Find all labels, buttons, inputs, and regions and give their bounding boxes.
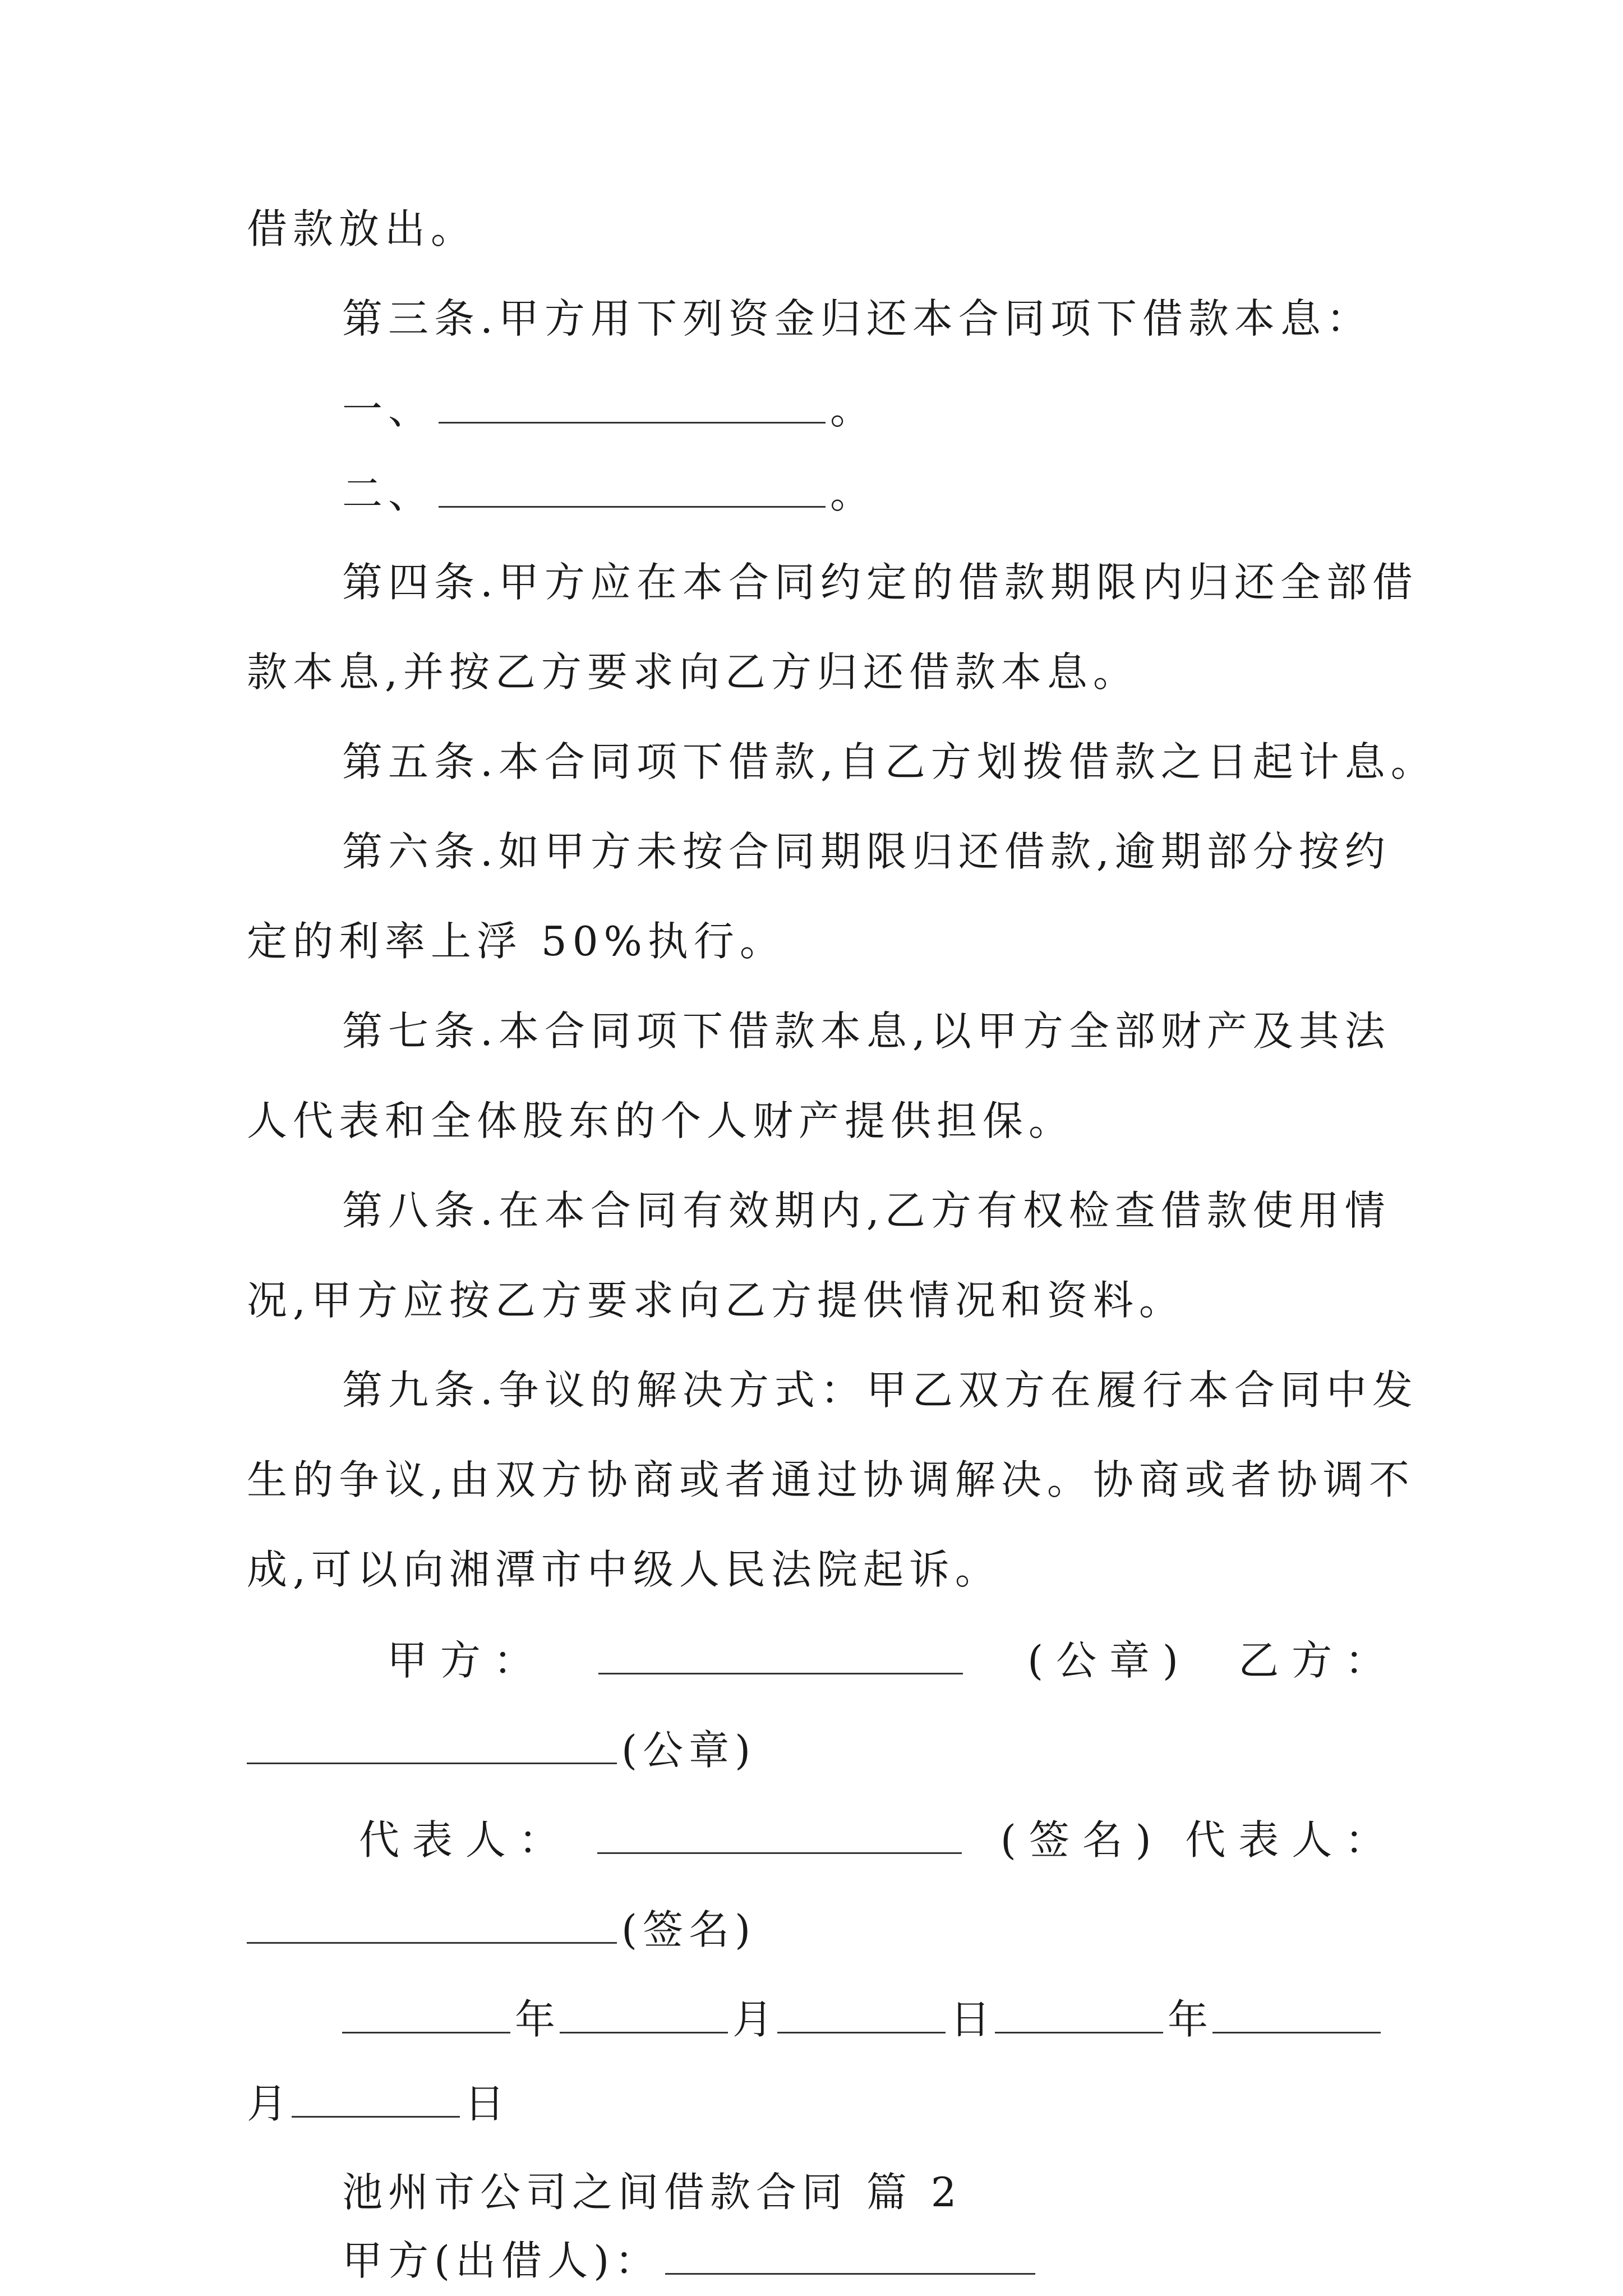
article-8-line-2: 况,甲方应按乙方要求向乙方提供情况和资料。 (247, 1277, 1185, 1324)
article-9-line-2: 生的争议,由双方协商或者通过协调解决。协商或者协调不 (247, 1456, 1415, 1503)
article-4-line-2: 款本息,并按乙方要求向乙方归还借款本息。 (247, 648, 1139, 696)
date-b-year: 年 (1168, 1996, 1209, 2043)
article-9-line-1: 第九条.争议的解决方式：甲乙双方在履行本合同中发 (342, 1366, 1418, 1414)
signature-rep-row (359, 1812, 1385, 1867)
date-a-year: 年 (515, 1996, 556, 2043)
date-b-day-blank (292, 2076, 460, 2118)
repayment-item-2 (342, 466, 1396, 521)
date-a-month: 月 (732, 1996, 773, 2043)
article-7-line-2: 人代表和全体股东的个人财产提供担保。 (247, 1097, 1075, 1144)
signature-party-row (387, 1632, 1385, 1687)
article-5: 第五条.本合同项下借款,自乙方划拨借款之日起计息。 (342, 738, 1437, 785)
item-2-suffix: 。 (830, 470, 877, 517)
date-b-month: 月 (247, 2080, 288, 2127)
rep-a-blank (597, 1812, 962, 1854)
party-b-label: 乙 方 ： (1238, 1637, 1385, 1684)
rep-b-blank (247, 1902, 617, 1944)
item-1-prefix: 一、 (342, 386, 435, 433)
party-a-blank (598, 1632, 963, 1674)
rep-a-label: 代 表 人 ： (359, 1816, 559, 1864)
paragraph-loan-release: 借款放出。 (247, 205, 477, 252)
lender-label: 甲方(出借人)： (342, 2237, 661, 2284)
article-3: 第三条.甲方用下列资金归还本合同项下借款本息： (342, 295, 1372, 342)
date-row-1 (342, 1991, 1396, 2046)
date-a-day: 日 (950, 1996, 991, 2043)
date-a-month-blank (560, 1991, 728, 2033)
party-b-seal: (公章) (621, 1727, 757, 1774)
rep-a-sign: ( 签 名 ) (1000, 1816, 1151, 1864)
lender-line (342, 2233, 1396, 2286)
party-a-label: 甲 方 ： (387, 1637, 534, 1684)
date-a-day-blank (777, 1991, 946, 2033)
rep-b-sign-line (247, 1902, 1391, 1957)
date-a-year-blank (342, 1991, 510, 2033)
article-6-line-2: 定的利率上浮 50%执行。 (247, 918, 786, 965)
party-a-seal: ( 公 章 ) (1027, 1637, 1178, 1684)
article-7-line-1: 第七条.本合同项下借款本息,以甲方全部财产及其法 (342, 1007, 1391, 1055)
repayment-item-1 (342, 381, 1396, 436)
date-row-2 (247, 2076, 1391, 2131)
article-4-line-1: 第四条.甲方应在本合同约定的借款期限内归还全部借 (342, 559, 1418, 606)
item-2-prefix: 二、 (342, 470, 435, 517)
rep-b-sign: (签名) (621, 1906, 757, 1953)
item-1-suffix: 。 (830, 386, 877, 433)
article-8-line-1: 第八条.在本合同有效期内,乙方有权检查借款使用情 (342, 1187, 1391, 1234)
item-1-blank (439, 381, 826, 424)
article-9-line-3: 成,可以向湘潭市中级人民法院起诉。 (247, 1546, 1001, 1593)
date-b-day: 日 (464, 2080, 505, 2127)
section-2-title: 池州市公司之间借款合同 篇 2 (342, 2169, 962, 2216)
party-b-blank (247, 1722, 617, 1764)
party-b-seal-line (247, 1722, 1391, 1777)
item-2-blank (439, 466, 826, 508)
article-6-line-1: 第六条.如甲方未按合同期限归还借款,逾期部分按约 (342, 828, 1391, 875)
rep-b-label: 代 表 人 ： (1185, 1816, 1385, 1864)
lender-blank (665, 2233, 1035, 2275)
date-b-month-blank (1212, 1991, 1381, 2033)
date-b-year-blank (995, 1991, 1163, 2033)
